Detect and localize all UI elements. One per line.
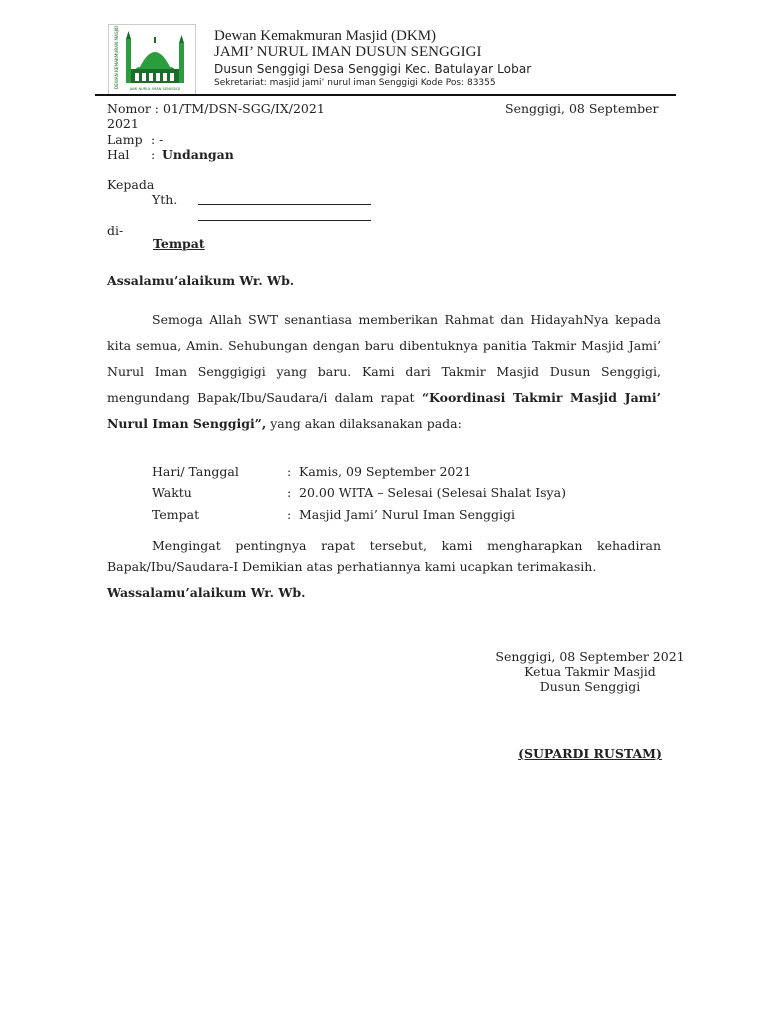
signatory-name: (SUPARDI RUSTAM) <box>518 746 662 761</box>
body-text-a: Semoga Allah SWT senantiasa memberikan Rahmat dan HidayahNya kepada kita semua, Amin. Sehubungan dengan baru dibentuknya panitia Takmir Masjid Jami’ Nurul Iman Senggigigi yang baru. Kami dari Takmir Masjid Dusun Senggigi, mengundang Bapak/Ibu/Saudara/i dalam rapat <box>107 312 661 405</box>
signature-title-2: Dusun Senggigi <box>539 679 641 694</box>
body-text-b: yang akan dilaksanakan pada: <box>266 416 462 431</box>
mosque-icon <box>109 25 195 95</box>
letter-date: Senggigi, 08 September <box>505 101 659 116</box>
schedule-value-place: Masjid Jami’ Nurul Iman Senggigi <box>299 507 516 522</box>
logo-bottom-text: JAMI NURUL IMAN SENGGIGI <box>129 87 181 91</box>
recipient-blank-line-1 <box>198 204 371 205</box>
di-label: di- <box>107 223 124 238</box>
org-name-line1: Dewan Kemakmuran Masjid (DKM) <box>214 28 437 44</box>
schedule-value-time: 20.00 WITA – Selesai (Selesai Shalat Isya) <box>299 485 566 500</box>
secretariat-line: Sekretariat: masjid jami’ nurul iman Senggigi Kode Pos: 83355 <box>214 78 496 88</box>
org-address: Dusun Senggigi Desa Senggigi Kec. Batulayar Lobar <box>214 62 532 76</box>
closing-greeting: Wassalamu’alaikum Wr. Wb. <box>107 585 306 600</box>
hal-label: Hal <box>107 147 130 162</box>
schedule-colon-date: : <box>287 464 292 479</box>
event-title: “Koordinasi Takmir Masjid Jami’ Nurul Iman Senggigi”, <box>107 390 662 431</box>
hal-colon: : <box>151 147 156 162</box>
schedule-label-place: Tempat <box>152 507 200 522</box>
logo-side-text: DEWAN KEMAKMURAN MASJID <box>114 25 119 89</box>
mosque-logo <box>108 24 196 96</box>
header-divider <box>95 94 676 96</box>
lamp-value: : - <box>151 132 164 147</box>
closing-paragraph: Mengingat pentingnya rapat tersebut, kami mengharapkan kehadiran Bapak/Ibu/Saudara-I Demikian atas perhatiannya kami ucapkan terimakasih. <box>107 538 661 574</box>
schedule-colon-time: : <box>287 485 292 500</box>
schedule-colon-place: : <box>287 507 292 522</box>
hal-value: Undangan <box>162 147 234 162</box>
tempat-label: Tempat <box>153 236 205 251</box>
lamp-label: Lamp <box>107 132 143 147</box>
signature-block <box>480 649 700 694</box>
kepada-label: Kepada <box>107 177 155 192</box>
letter-date-year: 2021 <box>107 116 139 131</box>
letter-number: Nomor : 01/TM/DSN-SGG/IX/2021 <box>107 101 325 116</box>
schedule-label-time: Waktu <box>152 485 192 500</box>
body-paragraph <box>107 307 661 437</box>
schedule-value-date: Kamis, 09 September 2021 <box>299 464 472 479</box>
recipient-blank-line-2 <box>198 220 371 221</box>
opening-greeting: Assalamu’alaikum Wr. Wb. <box>107 273 295 288</box>
signature-title-1: Ketua Takmir Masjid <box>524 664 656 679</box>
yth-label: Yth. <box>152 192 178 207</box>
org-name-line2: JAMI’ NURUL IMAN DUSUN SENGGIGI <box>214 44 482 60</box>
schedule-label-date: Hari/ Tanggal <box>152 464 239 479</box>
signature-place-date: Senggigi, 08 September 2021 <box>495 649 685 664</box>
